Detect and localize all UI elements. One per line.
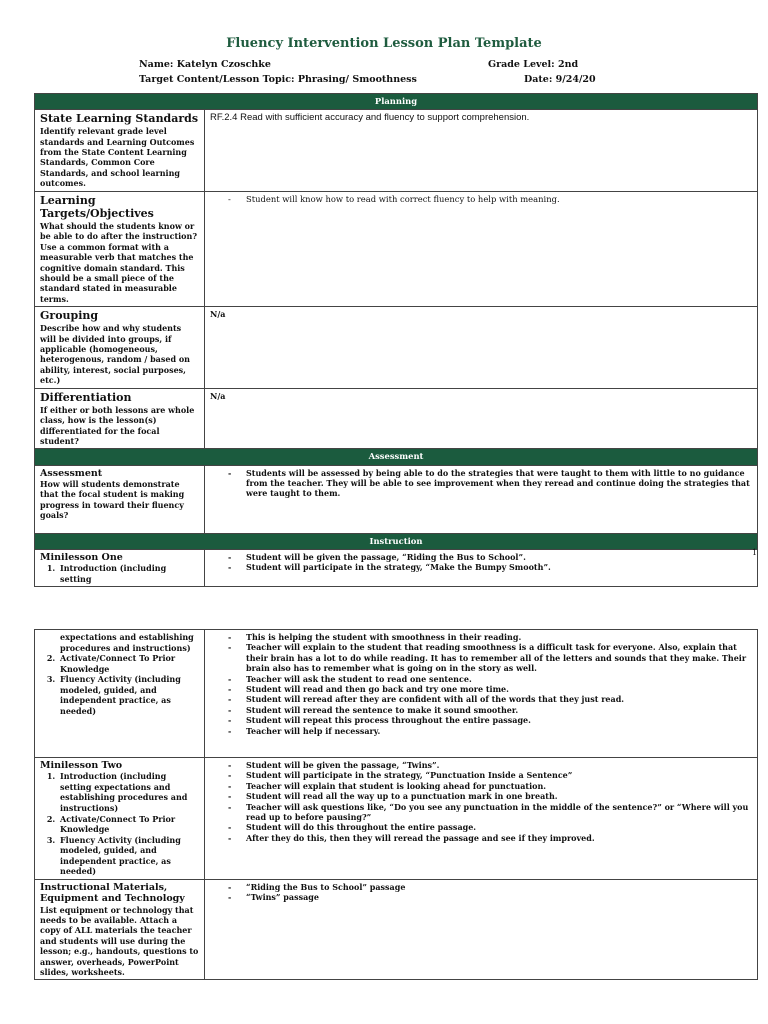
list-item: - Student will know how to read with correct fluency to help with meaning. <box>228 194 752 205</box>
minilesson-one-content-cell <box>205 549 758 586</box>
minilesson-one-step-3: 3. Fluency Activity (including modeled, guided, and independent practice, as needed) <box>58 674 199 716</box>
list-item: - After they do this, then they will reread the passage and see if they improved. <box>228 833 752 843</box>
minilesson-one-step-2: 2. Activate/Connect To Prior Knowledge <box>58 653 199 674</box>
list-item: - Teacher will ask the student to read one sentence. <box>228 674 752 684</box>
differentiation-label-cell <box>35 388 205 449</box>
materials-label-cell <box>35 879 205 980</box>
differentiation-heading: Differentiation <box>40 390 132 404</box>
list-item: - Student will read all the way up to a punctuation mark in one breath. <box>228 791 752 801</box>
materials-content-cell <box>205 879 758 980</box>
standards-content: RF.2.4 Read with sufficient accuracy and fluency to support comprehension. <box>210 112 530 124</box>
targets-row <box>35 191 758 307</box>
materials-heading: Instructional Materials, Equipment and Technology <box>40 881 185 905</box>
grouping-content: N/a <box>210 309 226 320</box>
grouping-heading: Grouping <box>40 309 99 323</box>
list-item: - Student will repeat this process throughout the entire passage. <box>228 715 752 725</box>
minilesson-two-heading: Minilesson Two <box>40 760 123 771</box>
assessment-row <box>35 465 758 533</box>
standards-heading: State Learning Standards <box>40 112 199 126</box>
list-item: - “Riding the Bus to School” passage <box>228 882 752 892</box>
minilesson-one-label-cell <box>35 549 205 586</box>
list-item: - Student will participate in the strategy, “Make the Bumpy Smooth”. <box>228 562 752 572</box>
list-item: - Teacher will explain that student is looking ahead for punctuation. <box>228 781 752 791</box>
lesson-plan-table-page-1 <box>34 93 758 587</box>
differentiation-content-cell <box>205 388 758 449</box>
list-item: - Student will read and then go back and try one more time. <box>228 684 752 694</box>
list-item: - Student will reread the sentence to make it sound smoother. <box>228 705 752 715</box>
list-item: - Student will do this throughout the entire passage. <box>228 822 752 832</box>
materials-row <box>35 879 758 980</box>
assessment-label-cell <box>35 465 205 533</box>
minilesson-one-row-part-2 <box>35 630 758 758</box>
list-item: - Student will be given the passage, “Riding the Bus to School”. <box>228 552 752 562</box>
list-item: - Teacher will explain to the student that reading smoothness is a difficult task for everyone. Also, explain that their brain has a lot to do while reading. It has to remember all of the letters and sounds that they make. Their brain also has to remember what is going on in the story as well. <box>228 642 752 673</box>
assessment-content-cell <box>205 465 758 533</box>
list-item: - Students will be assessed by being able to do the strategies that were taught to them with little to no guidance from the teacher. They will be able to see improvement when they reread and continue doing the strategies that were taught to them. <box>228 468 752 499</box>
document-title: Fluency Intervention Lesson Plan Template <box>226 36 542 51</box>
assessment-description: How will students demonstrate that the focal student is making progress in toward their fluency goals? <box>40 478 185 521</box>
lesson-date: Date: 9/24/20 <box>524 74 596 85</box>
grouping-description: Describe how and why students will be divided into groups, if applicable (homogeneous, heterogenous, random / based on ability, interest, social purposes, etc.) <box>40 323 190 386</box>
grade-level: Grade Level: 2nd <box>488 59 579 70</box>
planning-band: Planning <box>35 94 758 110</box>
list-item: - Student will be given the passage, “Twins”. <box>228 760 752 770</box>
assessment-heading: Assessment <box>40 467 103 479</box>
differentiation-description: If either or both lessons are whole class, how is the lesson(s) differentiated for the focal student? <box>40 404 195 447</box>
targets-content-cell <box>205 191 758 307</box>
targets-label-cell <box>35 191 205 307</box>
minilesson-two-row <box>35 758 758 880</box>
student-name: Name: Katelyn Czoschke <box>139 59 271 70</box>
minilesson-two-step-2: 2. Activate/Connect To Prior Knowledge <box>58 814 199 835</box>
standards-content-cell <box>205 110 758 192</box>
standards-row <box>35 110 758 192</box>
targets-heading: Learning Targets/Objectives <box>40 193 154 220</box>
differentiation-row <box>35 388 758 449</box>
list-item: - Teacher will help if necessary. <box>228 726 752 736</box>
grouping-row <box>35 307 758 389</box>
minilesson-two-content-cell <box>205 758 758 880</box>
grouping-label-cell <box>35 307 205 389</box>
minilesson-one-row-part-1 <box>35 549 758 586</box>
standards-description: Identify relevant grade level standards and Learning Outcomes from the State Content Learning Standards, Common Core Standards, and school learning outcomes. <box>40 126 195 189</box>
materials-description: List equipment or technology that needs to be available. Attach a copy of ALL materials the teacher and students will use during the lesson; e.g., handouts, questions to answer, overheads, PowerPoint slides, worksheets. <box>40 904 199 977</box>
minilesson-one-label-cell-cont <box>35 630 205 758</box>
differentiation-content: N/a <box>210 390 226 401</box>
lesson-topic: Target Content/Lesson Topic: Phrasing/ Smoothness <box>139 74 417 85</box>
list-item: - “Twins” passage <box>228 892 752 902</box>
minilesson-two-step-3: 3. Fluency Activity (including modeled, guided, and independent practice, as needed) <box>58 835 199 877</box>
list-item: - Student will participate in the strategy, “Punctuation Inside a Sentence” <box>228 770 752 780</box>
assessment-band: Assessment <box>35 449 758 465</box>
targets-description: What should the students know or be able to do after the instruction? Use a common format with a measurable verb that matches the cognitive domain standard. This should be a small piece of the standard stated in measurable terms. <box>40 221 198 304</box>
list-item: - Student will reread after they are confident with all of the words that they just read. <box>228 694 752 704</box>
minilesson-one-heading: Minilesson One <box>40 551 123 563</box>
grouping-content-cell <box>205 307 758 389</box>
list-item: - This is helping the student with smoothness in their reading. <box>228 632 752 642</box>
lesson-plan-table-page-2 <box>34 629 758 980</box>
minilesson-two-step-1: 1. Introduction (including setting expectations and establishing procedures and instructions) <box>58 771 199 813</box>
standards-label-cell <box>35 110 205 192</box>
minilesson-one-step-1-continued: expectations and establishing procedures and instructions) <box>60 632 194 653</box>
list-item: - Teacher will ask questions like, “Do you see any punctuation in the middle of the sentence?” or “Where will you read up to before pausing?” <box>228 802 752 823</box>
minilesson-one-content-cell-cont <box>205 630 758 758</box>
page-number: 1 <box>752 548 758 557</box>
minilesson-two-label-cell <box>35 758 205 880</box>
instruction-band: Instruction <box>35 533 758 549</box>
minilesson-one-step-1: 1. Introduction (including setting <box>58 563 199 584</box>
